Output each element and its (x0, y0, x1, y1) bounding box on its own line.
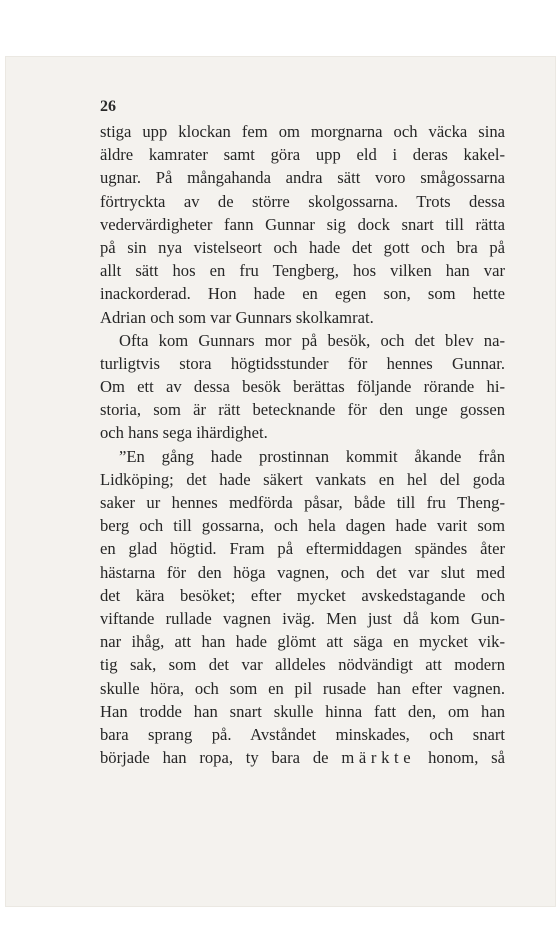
text-line: storia, som är rätt betecknande för den unge gossen (100, 400, 505, 420)
text-line: det kära besöket; efter mycket avskedstagande och (100, 585, 505, 605)
paragraph-1 (100, 120, 505, 329)
text-line: förtryckta av de större skolgossarna. Trots dessa (100, 191, 505, 211)
paragraph-2 (100, 329, 505, 445)
text-line: inackorderad. Hon hade en egen son, som hette (100, 284, 505, 304)
text-line: Lidköping; det hade säkert vankats en hel del goda (100, 469, 505, 489)
text-line: på sin nya vistelseort och hade det gott och bra på (100, 237, 505, 257)
text-line: stiga upp klockan fem om morgnarna och väcka sina (100, 122, 505, 141)
text-line: ”En gång hade prostinnan kommit åkande från (119, 446, 505, 466)
text-line: och hans sega ihärdighet. (100, 423, 268, 443)
text-line: äldre kamrater samt göra upp eld i deras kakel- (100, 145, 505, 165)
paragraph-3 (100, 445, 505, 770)
text-line: hästarna för den höga vagnen, och det var slut med (100, 562, 505, 582)
text-line: turligtvis stora högtidsstunder för hennes Gunnar. (100, 353, 505, 373)
text-line: viftande rullade vagnen iväg. Men just då kom Gun- (100, 608, 505, 628)
text-fragment: honom, så (415, 748, 505, 768)
text-line: skulle höra, och som en pil rusade han efter vagnen. (100, 678, 505, 698)
text-line: Han trodde han snart skulle hinna fatt den, om han (100, 701, 505, 721)
text-line: saker ur hennes medförda påsar, både till fru Theng- (100, 493, 505, 512)
text-line: tig sak, som det var alldeles nödvändigt att modern (100, 655, 505, 675)
text-line: Adrian och som var Gunnars skolkamrat. (100, 307, 374, 327)
body-text (100, 120, 505, 769)
text-line: nar ihåg, att han hade glömt att säga en mycket vik- (100, 632, 505, 652)
text-line: bara sprang på. Avståndet minskades, och snart (100, 724, 505, 744)
text-line: vedervärdigheter fann Gunnar sig dock snart till rätta (100, 214, 505, 234)
text-line: ugnar. På mångahanda andra sätt voro smågossarna (100, 168, 505, 188)
text-line: en glad högtid. Fram på eftermiddagen spändes åter (100, 539, 505, 559)
text-fragment: började han ropa, ty bara de (100, 748, 342, 768)
spaced-emphasis: märkte (341, 748, 416, 768)
page-number: 26 (100, 98, 116, 115)
text-line-final (100, 746, 505, 769)
text-line: berg och till gossarna, och hela dagen hade varit som (100, 516, 505, 536)
text-line: allt sätt hos en fru Tengberg, hos vilken han var (100, 261, 505, 281)
text-line: Om ett av dessa besök berättas följande rörande hi- (100, 377, 505, 397)
text-line: Ofta kom Gunnars mor på besök, och det blev na- (119, 330, 505, 350)
